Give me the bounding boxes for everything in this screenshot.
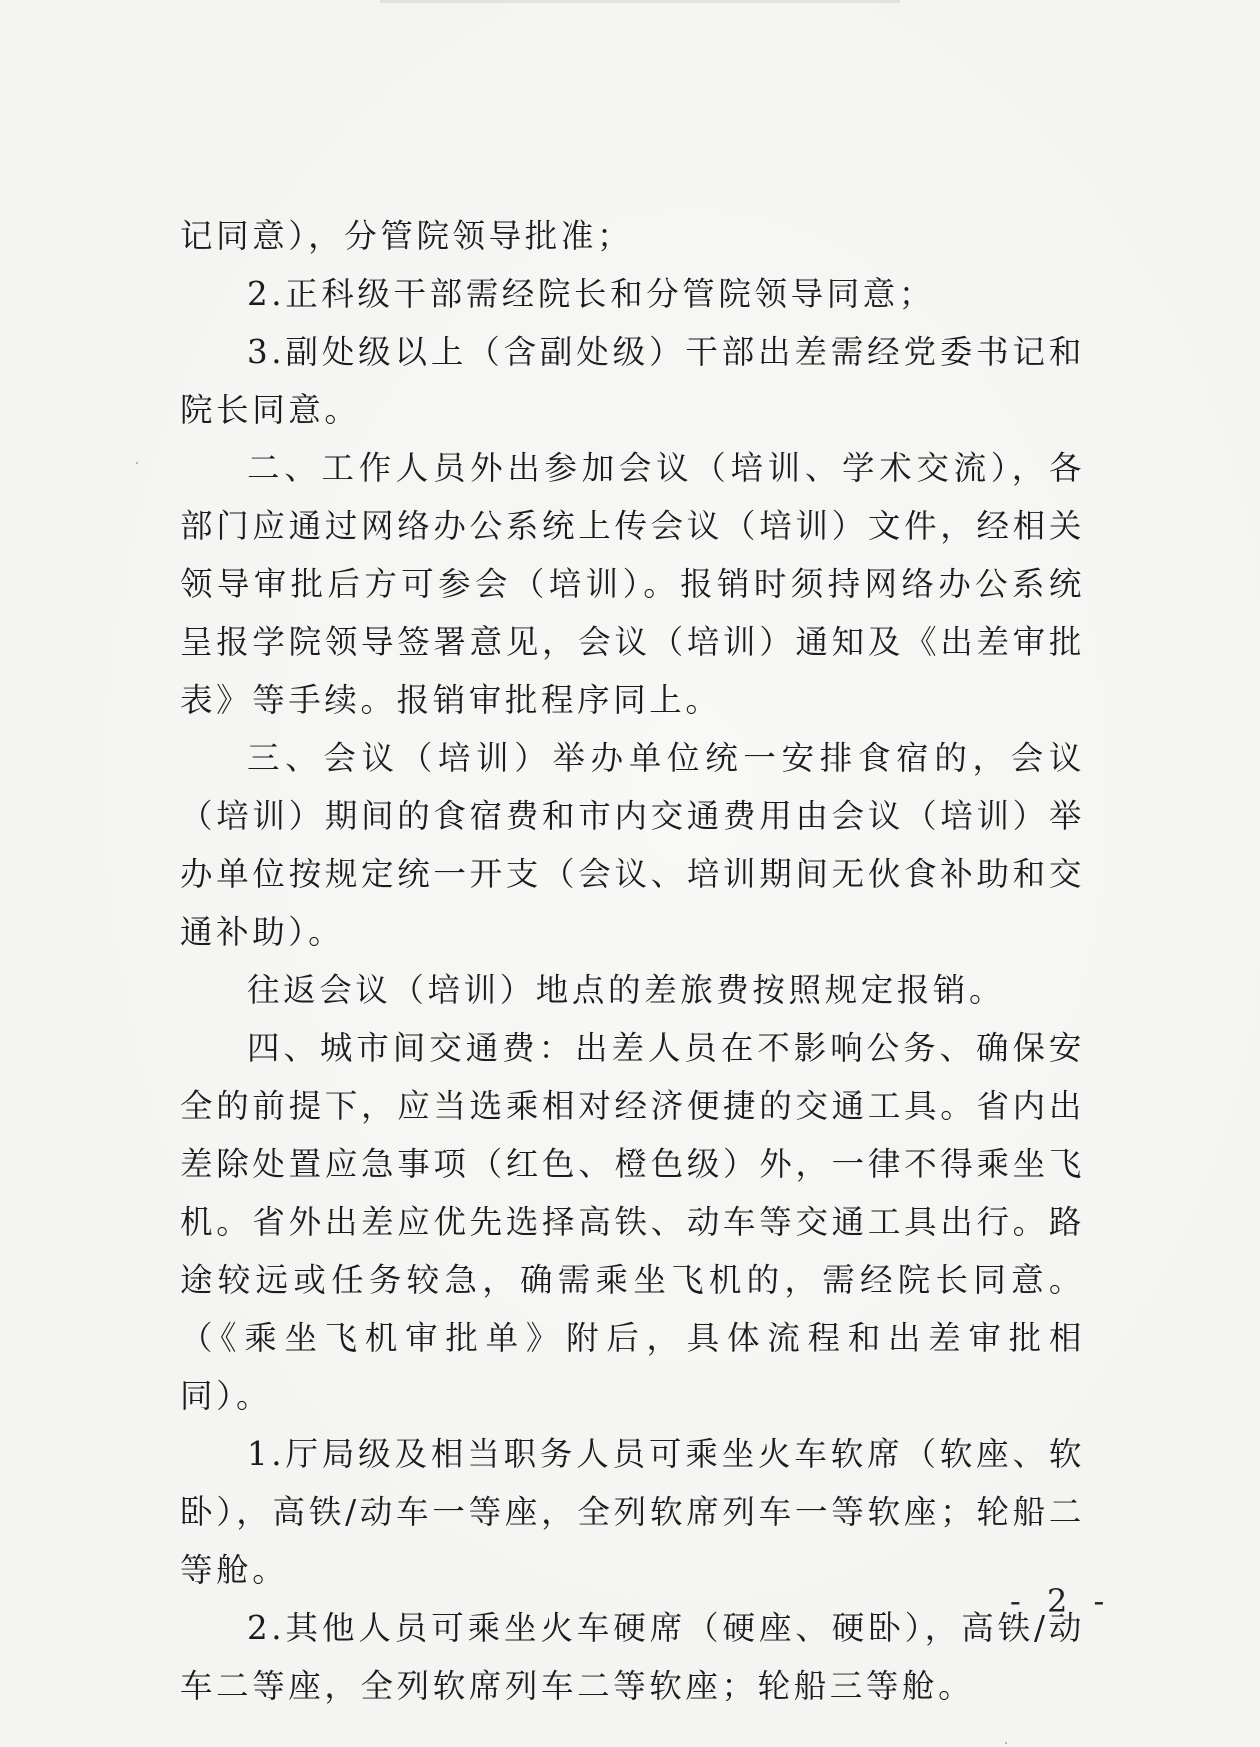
paragraph-2: 2.正科级干部需经院长和分管院领导同意； <box>247 275 936 313</box>
paragraph-5: 三、会议（培训）举办单位统一安排食宿的，会议（培训）期间的食宿费和市内交通费用由会议（培训）举办单位按规定统一开支（会议、培训期间无伙食补助和交通补助）。 <box>180 739 1085 951</box>
paragraph-7: 四、城市间交通费：出差人员在不影响公务、确保安全的前提下，应当选乘相对经济便捷的交通工具。省内出差除处置应急事项（红色、橙色级）外，一律不得乘坐飞机。省外出差应优先选择高铁、动车等交通工具出行。路途较远或任务较急，确需乘坐飞机的，需经院长同意。（《乘坐飞机审批单》附后，具体流程和出差审批相同）。 <box>180 1029 1085 1415</box>
page-number: - 2 - <box>1010 1582 1113 1620</box>
paragraph-1: 记同意），分管院领导批准； <box>180 217 634 255</box>
document-body <box>180 207 1085 1715</box>
paragraph-4: 二、工作人员外出参加会议（培训、学术交流），各部门应通过网络办公系统上传会议（培训）文件，经相关领导审批后方可参会（培训）。报销时须持网络办公系统呈报学院领导签署意见，会议（培训）通知及《出差审批表》等手续。报销审批程序同上。 <box>180 449 1085 719</box>
paragraph-9: 2.其他人员可乘坐火车硬席（硬座、硬卧），高铁/动车二等座，全列软席列车二等软座；轮船三等舱。 <box>180 1609 1085 1705</box>
scan-speck <box>136 462 138 464</box>
scan-speck <box>1005 1742 1007 1744</box>
scan-edge <box>380 0 900 3</box>
paragraph-8: 1.厅局级及相当职务人员可乘坐火车软席（软座、软卧），高铁/动车一等座，全列软席列车一等软座；轮船二等舱。 <box>180 1435 1085 1589</box>
paragraph-3: 3.副处级以上（含副处级）干部出差需经党委书记和院长同意。 <box>180 333 1085 429</box>
paragraph-6: 往返会议（培训）地点的差旅费按照规定报销。 <box>247 971 1006 1009</box>
